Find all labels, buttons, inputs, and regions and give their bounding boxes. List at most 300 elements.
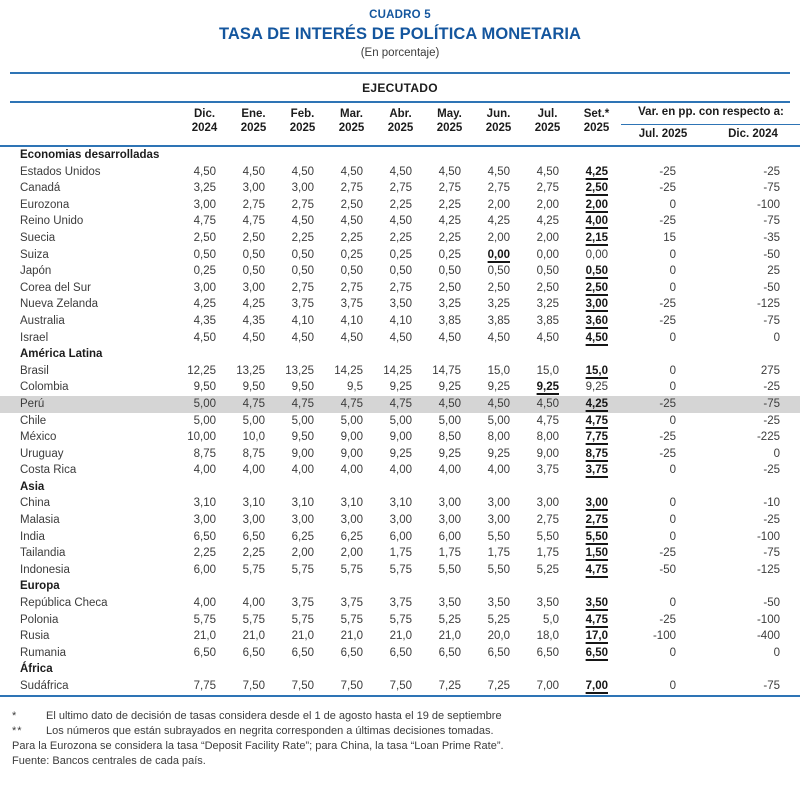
rate-value: 4,00	[389, 464, 412, 477]
country-row	[0, 612, 800, 629]
rate-value: 4,75	[242, 397, 265, 410]
rate-value: 5,75	[340, 613, 363, 626]
country-name: Eurozona	[20, 198, 70, 211]
rate-value: 7,50	[340, 680, 363, 692]
country-row	[0, 396, 800, 413]
var-vs-dic2024: -25	[763, 464, 780, 477]
rate-value: 0,00	[536, 248, 559, 261]
variation-col-jul2025: Jul. 2025	[638, 128, 688, 140]
var-vs-jul2025: 0	[669, 530, 676, 543]
var-vs-jul2025: 0	[669, 198, 676, 211]
rate-value: 4,50	[389, 331, 412, 344]
rate-value-latest-decision: 4,75	[585, 613, 608, 626]
rate-value: 3,10	[389, 497, 412, 510]
var-vs-jul2025: 0	[669, 265, 676, 278]
var-vs-jul2025: -25	[659, 314, 676, 327]
rate-value: 4,50	[536, 331, 559, 344]
country-name: Suecia	[20, 231, 56, 244]
var-vs-dic2024: -75	[763, 680, 780, 692]
rate-value: 9,25	[487, 381, 510, 394]
var-vs-dic2024: -10	[763, 497, 780, 510]
section-label: Asia	[20, 480, 45, 493]
rate-value: 1,75	[438, 547, 461, 560]
rate-value: 9,25	[389, 381, 412, 394]
rate-value: 13,25	[236, 364, 265, 377]
rate-value: 6,50	[438, 646, 461, 659]
month-col-header-1: Ene. 2025	[240, 108, 267, 134]
rate-value: 5,50	[487, 530, 510, 543]
rate-value: 5,00	[340, 414, 363, 427]
rate-value-latest-decision: 0,00	[487, 248, 510, 261]
country-name: Brasil	[20, 364, 49, 377]
rate-value: 2,25	[438, 231, 461, 244]
rate-value: 4,75	[193, 215, 216, 228]
var-vs-jul2025: 0	[669, 464, 676, 477]
table-header	[0, 103, 800, 146]
section-row	[0, 578, 800, 595]
country-row	[0, 595, 800, 612]
rate-value: 9,50	[193, 381, 216, 394]
country-row	[0, 197, 800, 214]
rate-value: 9,00	[340, 431, 363, 444]
rate-value: 6,50	[193, 530, 216, 543]
rate-value-latest-decision: 15,0	[585, 364, 608, 377]
country-row	[0, 512, 800, 529]
var-vs-jul2025: -25	[659, 165, 676, 178]
rate-value: 0,50	[389, 265, 412, 278]
country-row	[0, 628, 800, 645]
rate-value: 9,00	[536, 447, 559, 460]
var-vs-dic2024: 0	[773, 646, 780, 659]
rate-value-latest-decision: 4,25	[585, 397, 608, 410]
rate-value: 0,25	[193, 265, 216, 278]
rate-value: 21,0	[340, 630, 363, 643]
country-name: Malasia	[20, 514, 60, 527]
rate-value: 6,50	[242, 646, 265, 659]
rate-value: 14,25	[383, 364, 412, 377]
country-row	[0, 545, 800, 562]
rate-value: 8,00	[487, 431, 510, 444]
rate-value-latest-decision: 2,15	[585, 231, 608, 244]
country-name: Indonesia	[20, 563, 70, 576]
var-vs-jul2025: -25	[659, 547, 676, 560]
country-name: India	[20, 530, 45, 543]
rate-value: 5,50	[536, 530, 559, 543]
var-vs-jul2025: 0	[669, 514, 676, 527]
country-row	[0, 247, 800, 264]
rate-value: 5,75	[340, 563, 363, 576]
rate-value: 6,25	[340, 530, 363, 543]
country-row	[0, 213, 800, 230]
rate-value: 2,75	[340, 182, 363, 195]
rate-value: 4,25	[242, 298, 265, 311]
rate-value: 2,50	[536, 281, 559, 294]
rate-value: 2,00	[340, 547, 363, 560]
rate-value-latest-decision: 4,75	[585, 563, 608, 576]
rate-value: 3,50	[487, 597, 510, 610]
var-vs-dic2024: -25	[763, 381, 780, 394]
rate-value: 14,25	[334, 364, 363, 377]
country-name: Reino Unido	[20, 215, 84, 228]
footnote-text: Para la Eurozona se considera la tasa “Deposit Facility Rate”; para China, la tasa “Loan Prime Rate”.	[12, 739, 504, 752]
month-col-header-2: Feb. 2025	[289, 108, 316, 134]
section-row	[0, 346, 800, 363]
country-name: Chile	[20, 414, 47, 427]
rate-value: 4,00	[242, 597, 265, 610]
country-name: Canadá	[20, 182, 61, 195]
country-row	[0, 529, 800, 546]
rate-value: 5,00	[291, 414, 314, 427]
rate-value: 15,0	[536, 364, 559, 377]
rate-value: 3,00	[242, 514, 265, 527]
rate-value: 12,25	[187, 364, 216, 377]
rate-value: 4,50	[242, 331, 265, 344]
country-name: Estados Unidos	[20, 165, 101, 178]
var-vs-dic2024: -75	[763, 397, 780, 410]
rate-value: 6,50	[193, 646, 216, 659]
rate-value: 0,25	[389, 248, 412, 261]
rate-value: 4,50	[193, 331, 216, 344]
rate-value: 5,75	[291, 563, 314, 576]
var-vs-dic2024: -100	[756, 613, 780, 626]
rate-value: 5,00	[193, 414, 216, 427]
rate-value: 6,50	[487, 646, 510, 659]
var-vs-jul2025: -25	[659, 431, 676, 444]
rate-value: 3,00	[193, 514, 216, 527]
var-vs-dic2024: 0	[773, 447, 780, 460]
var-vs-jul2025: -25	[659, 298, 676, 311]
rate-value: 3,10	[291, 497, 314, 510]
rate-value: 20,0	[487, 630, 510, 643]
country-name: Uruguay	[20, 447, 64, 460]
rate-value: 9,00	[389, 431, 412, 444]
rate-value-latest-decision: 2,00	[585, 198, 608, 211]
country-row	[0, 462, 800, 479]
rate-value: 4,50	[340, 215, 363, 228]
rate-value: 2,25	[438, 198, 461, 211]
section-row	[0, 479, 800, 496]
month-col-header-4: Abr. 2025	[387, 108, 414, 134]
rate-value: 4,50	[389, 215, 412, 228]
rate-value: 4,00	[438, 464, 461, 477]
rate-value: 0,50	[438, 265, 461, 278]
footnote-text: Los números que están subrayados en negrita corresponden a últimas decisiones tomadas.	[46, 724, 494, 737]
rate-value: 3,25	[487, 298, 510, 311]
rate-value: 3,75	[340, 298, 363, 311]
rate-value: 9,50	[291, 381, 314, 394]
rate-value: 5,00	[193, 397, 216, 410]
month-col-header-6: Jun. 2025	[485, 108, 512, 134]
rate-value-latest-decision: 9,25	[536, 381, 559, 394]
rate-value: 4,50	[242, 165, 265, 178]
var-vs-dic2024: 275	[760, 364, 780, 377]
rate-value: 5,75	[242, 613, 265, 626]
country-row	[0, 313, 800, 330]
footnote-line	[12, 739, 788, 754]
rate-value: 7,50	[389, 680, 412, 692]
rate-value: 3,75	[291, 298, 314, 311]
rate-value: 6,00	[193, 563, 216, 576]
var-vs-jul2025: -25	[659, 613, 676, 626]
country-name: Tailandia	[20, 547, 66, 560]
rate-value: 9,25	[389, 447, 412, 460]
rate-value-latest-decision: 2,75	[585, 514, 608, 527]
country-name: Colombia	[20, 381, 69, 394]
var-vs-dic2024: -100	[756, 198, 780, 211]
country-column-header	[0, 103, 180, 146]
rate-value: 0,50	[536, 265, 559, 278]
rate-value: 5,0	[543, 613, 559, 626]
section-row	[0, 661, 800, 678]
rate-value: 8,75	[193, 447, 216, 460]
var-vs-jul2025: -25	[659, 182, 676, 195]
rate-value: 4,50	[438, 331, 461, 344]
country-name: Corea del Sur	[20, 281, 91, 294]
rate-value: 6,50	[536, 646, 559, 659]
rate-value: 9,50	[242, 381, 265, 394]
rate-value: 4,50	[291, 165, 314, 178]
var-vs-jul2025: 0	[669, 680, 676, 692]
rate-value: 1,75	[487, 547, 510, 560]
rate-value: 2,25	[242, 547, 265, 560]
country-name: Polonia	[20, 613, 59, 626]
rate-value: 9,25	[487, 447, 510, 460]
country-name: China	[20, 497, 51, 510]
var-vs-jul2025: 0	[669, 646, 676, 659]
var-vs-jul2025: 0	[669, 497, 676, 510]
var-vs-dic2024: -225	[756, 431, 780, 444]
rate-value: 9,50	[291, 431, 314, 444]
rate-value: 2,75	[291, 281, 314, 294]
country-row	[0, 446, 800, 463]
var-vs-jul2025: 0	[669, 248, 676, 261]
rate-value: 7,25	[438, 680, 461, 692]
rate-value: 4,50	[536, 165, 559, 178]
rate-value: 4,75	[291, 397, 314, 410]
month-col-header-8: Set.* 2025	[583, 108, 610, 134]
rate-value: 2,50	[487, 281, 510, 294]
rate-value: 2,00	[291, 547, 314, 560]
country-name: República Checa	[20, 597, 108, 610]
rate-value: 4,25	[487, 215, 510, 228]
rate-value: 3,75	[389, 597, 412, 610]
rate-value: 3,75	[291, 597, 314, 610]
rate-value: 8,75	[242, 447, 265, 460]
country-name: Suiza	[20, 248, 49, 261]
rate-value-latest-decision: 3,75	[585, 464, 608, 477]
rate-value: 14,75	[432, 364, 461, 377]
country-row	[0, 164, 800, 181]
var-vs-jul2025: -25	[659, 397, 676, 410]
rate-value: 4,50	[340, 165, 363, 178]
var-vs-dic2024: -35	[763, 231, 780, 244]
rate-value: 9,25	[438, 447, 461, 460]
table-header-row	[0, 103, 800, 125]
rate-value: 5,00	[487, 414, 510, 427]
rate-value-latest-decision: 3,00	[585, 298, 608, 311]
rate-value: 4,50	[389, 165, 412, 178]
footnote-line	[12, 709, 788, 724]
var-vs-dic2024: -75	[763, 547, 780, 560]
var-vs-jul2025: -25	[659, 447, 676, 460]
rate-value: 2,25	[193, 547, 216, 560]
var-vs-dic2024: -125	[756, 298, 780, 311]
rate-value: 3,00	[242, 281, 265, 294]
country-name: Perú	[20, 397, 45, 410]
rate-value: 2,75	[291, 198, 314, 211]
rate-value: 15,0	[487, 364, 510, 377]
rate-value: 3,85	[438, 314, 461, 327]
footnote-text: El ultimo dato de decisión de tasas considera desde el 1 de agosto hasta el 19 de septiembre	[46, 709, 502, 722]
rate-value: 3,85	[536, 314, 559, 327]
rate-value: 3,00	[340, 514, 363, 527]
country-row	[0, 413, 800, 430]
rate-value: 2,25	[389, 231, 412, 244]
country-name: Australia	[20, 314, 65, 327]
var-vs-jul2025: 0	[669, 281, 676, 294]
rate-value: 4,00	[193, 597, 216, 610]
var-vs-jul2025: -50	[659, 563, 676, 576]
variation-col-dic2024: Dic. 2024	[728, 128, 778, 140]
rate-value: 4,50	[487, 165, 510, 178]
rate-value: 21,0	[389, 630, 412, 643]
rate-value-latest-decision: 7,75	[585, 431, 608, 444]
rate-value-latest-decision: 8,75	[585, 447, 608, 460]
var-vs-dic2024: -50	[763, 281, 780, 294]
rate-value: 21,0	[242, 630, 265, 643]
rate-value: 0,50	[340, 265, 363, 278]
rate-value: 8,00	[536, 431, 559, 444]
rate-value: 0,00	[585, 248, 608, 261]
rate-value: 4,75	[340, 397, 363, 410]
rate-value: 3,50	[536, 597, 559, 610]
rate-value: 2,75	[536, 182, 559, 195]
rate-value: 4,50	[193, 165, 216, 178]
rate-value: 6,00	[438, 530, 461, 543]
rate-value: 4,25	[193, 298, 216, 311]
rate-value: 3,85	[487, 314, 510, 327]
footnote-marker: **	[12, 724, 23, 737]
rate-value: 3,00	[389, 514, 412, 527]
rate-value: 21,0	[438, 630, 461, 643]
rate-value: 2,25	[340, 231, 363, 244]
rate-value-latest-decision: 4,50	[585, 331, 608, 344]
rate-value: 5,75	[291, 613, 314, 626]
rate-value: 4,25	[536, 215, 559, 228]
country-row	[0, 280, 800, 297]
rate-value: 5,75	[389, 613, 412, 626]
rate-value: 4,75	[536, 414, 559, 427]
country-row	[0, 678, 800, 696]
rate-value: 3,00	[242, 182, 265, 195]
rate-value-latest-decision: 3,60	[585, 314, 608, 327]
country-row	[0, 429, 800, 446]
rate-value: 2,50	[438, 281, 461, 294]
rate-value: 2,50	[340, 198, 363, 211]
rate-value: 4,10	[389, 314, 412, 327]
rate-value: 5,50	[487, 563, 510, 576]
rate-value: 3,75	[536, 464, 559, 477]
rate-value: 3,00	[291, 514, 314, 527]
country-name: México	[20, 431, 57, 444]
rate-value: 3,00	[193, 198, 216, 211]
table-body	[0, 146, 800, 696]
rate-value-latest-decision: 1,50	[585, 547, 608, 560]
country-name: Japón	[20, 265, 52, 278]
footnotes	[12, 709, 788, 769]
var-vs-jul2025: 15	[663, 231, 676, 244]
rate-value: 5,75	[193, 613, 216, 626]
rate-value: 4,75	[242, 215, 265, 228]
rate-value: 9,25	[585, 381, 608, 394]
country-row	[0, 495, 800, 512]
rate-value: 2,50	[242, 231, 265, 244]
var-vs-dic2024: -400	[756, 630, 780, 643]
rate-value: 4,25	[438, 215, 461, 228]
var-vs-dic2024: -25	[763, 165, 780, 178]
rate-value: 0,50	[242, 248, 265, 261]
rate-value: 2,00	[487, 198, 510, 211]
rate-value: 0,50	[193, 248, 216, 261]
rate-value: 4,10	[340, 314, 363, 327]
rate-value-latest-decision: 7,00	[585, 680, 608, 692]
var-vs-dic2024: -125	[756, 563, 780, 576]
section-label: América Latina	[20, 348, 103, 361]
rate-value: 2,50	[193, 231, 216, 244]
var-vs-dic2024: -25	[763, 514, 780, 527]
country-row	[0, 296, 800, 313]
rate-value: 2,75	[389, 182, 412, 195]
rate-value-latest-decision: 4,25	[585, 165, 608, 178]
policy-rate-table	[0, 103, 800, 697]
rate-value: 1,75	[389, 547, 412, 560]
rate-value: 6,50	[242, 530, 265, 543]
rate-value: 2,00	[536, 231, 559, 244]
month-col-header-5: May. 2025	[436, 108, 463, 134]
var-vs-jul2025: 0	[669, 364, 676, 377]
rate-value: 2,75	[438, 182, 461, 195]
rate-value: 4,00	[487, 464, 510, 477]
rate-value: 3,50	[389, 298, 412, 311]
country-name: Sudáfrica	[20, 680, 69, 692]
rate-value: 5,25	[487, 613, 510, 626]
rate-value: 2,75	[340, 281, 363, 294]
rate-value-latest-decision: 3,00	[585, 497, 608, 510]
country-row	[0, 562, 800, 579]
var-vs-dic2024: -100	[756, 530, 780, 543]
section-label: África	[20, 663, 53, 676]
country-row	[0, 180, 800, 197]
rate-value: 5,00	[389, 414, 412, 427]
rate-value: 6,50	[340, 646, 363, 659]
rate-value: 6,00	[389, 530, 412, 543]
rate-value-latest-decision: 0,50	[585, 265, 608, 278]
rate-value: 8,50	[438, 431, 461, 444]
rate-value: 4,35	[242, 314, 265, 327]
country-name: Rumania	[20, 646, 67, 659]
rate-value: 6,25	[291, 530, 314, 543]
rate-value: 7,50	[242, 680, 265, 692]
rate-value: 3,10	[340, 497, 363, 510]
table-caption: CUADRO 5	[369, 9, 431, 21]
footnote-line	[12, 754, 788, 769]
rate-value: 7,25	[487, 680, 510, 692]
rate-value-latest-decision: 4,00	[585, 215, 608, 228]
section-row	[0, 146, 800, 164]
rate-value: 18,0	[536, 630, 559, 643]
rate-value: 4,50	[438, 165, 461, 178]
rate-value: 6,50	[389, 646, 412, 659]
